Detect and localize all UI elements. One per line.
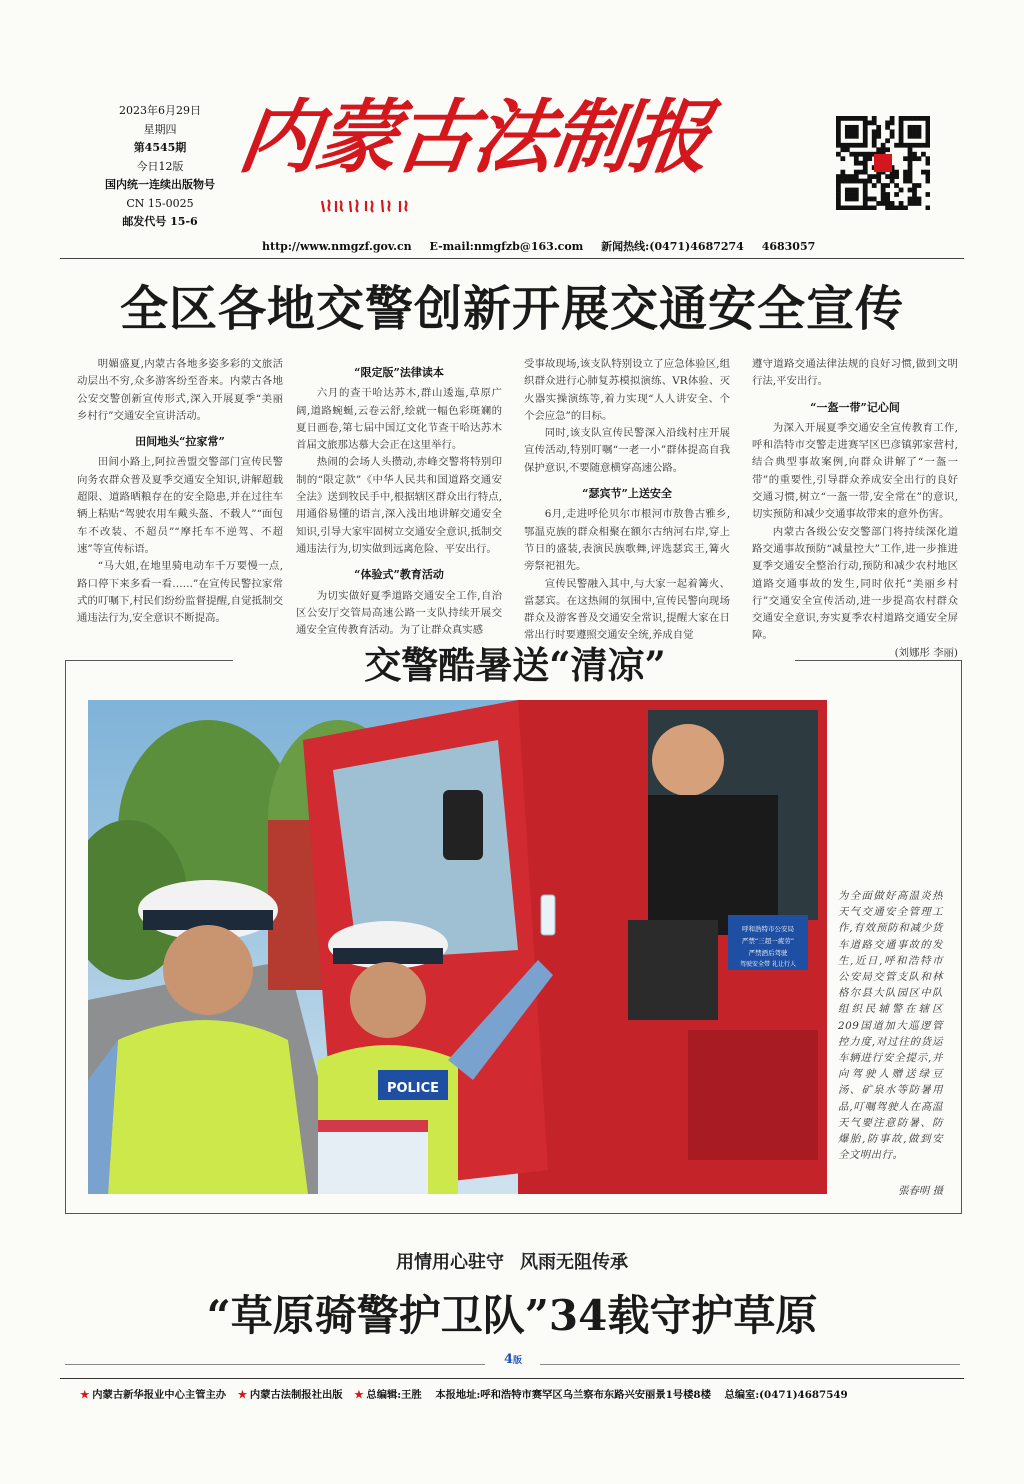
truck-sign-line-1: 呼和浩特市公安局 — [742, 925, 794, 933]
teaser-subhead — [60, 1248, 964, 1274]
issue-number: 第4545期 — [133, 141, 187, 154]
email-address[interactable]: E-mail:nmgfzb@163.com — [429, 240, 584, 253]
footer-sponsor: 内蒙古新华报业中心主管主办 — [92, 1389, 227, 1401]
section-subheading: “一盔一带”记心间 — [810, 400, 900, 414]
newspaper-logo — [233, 78, 820, 196]
photo-credit: 張春明 摄 — [898, 1185, 943, 1197]
hotline-number-1: (0471)4687274 — [649, 240, 744, 253]
star-icon: ★ — [354, 1389, 364, 1401]
qr-code[interactable] — [836, 116, 930, 210]
frame-top-left — [65, 660, 233, 661]
qr-code-icon — [836, 116, 930, 210]
newspaper-title: 内蒙古法制报 — [233, 90, 715, 184]
article-column-1 — [77, 356, 283, 627]
article-paragraph: 田间小路上,阿拉善盟交警部门宣传民警向务农群众普及夏季交通安全知识,讲解超载超限、道路晒粮存在的安全隐患,并在过往车辆上粘贴“驾驶农用车戴头盔、不载人”“面包车不改装、不超员”“摩托车不逆驾、不超速”等宣传标语。 — [77, 456, 283, 555]
teaser-title[interactable]: “草原骑警护卫队”34载守护草原 — [206, 1291, 818, 1340]
footer-divider — [60, 1378, 964, 1379]
page-label: 版 — [513, 1356, 523, 1366]
truck-sign-line-2: 严禁“三超一疲劳” — [741, 937, 795, 945]
section-subheading: “体验式”教育活动 — [354, 568, 444, 582]
page-reference[interactable] — [486, 1352, 540, 1367]
issue-info — [90, 102, 230, 232]
news-photo[interactable] — [88, 700, 827, 1194]
article-paragraph: “马大姐,在地里骑电动车千万要慢一点,路口停下来多看一看……”在宣传民警拉家常式的叮嘱下,村民们纷纷监督提醒,自觉抵制交通违法行为,安全意识不断提高。 — [77, 560, 283, 625]
website-link[interactable]: http://www.nmgzf.gov.cn — [262, 240, 412, 253]
article-column-4 — [752, 356, 958, 662]
edition-count: 今日12版 — [136, 159, 184, 173]
hotline-number-2: 4683057 — [761, 240, 816, 253]
article-paragraph: 热闹的会场人头攒动,赤峰交警将特别印制的“限定款”《中华人民共和国道路交通安全法》送到牧民手中,根据辖区群众出行特点,用通俗易懂的语言,深入浅出地讲解交通安全知识,引导大家牢固树立交通安全意识,抵制交通违法行为,切实做到远离危险、平安出行。 — [296, 456, 502, 555]
article-paragraph: 遵守道路交通法律法规的良好习惯,做到文明行法,平安出行。 — [752, 358, 958, 388]
section-subheading: “限定版”法律读本 — [354, 366, 444, 379]
article-paragraph: 6月,走进呼伦贝尔市根河市敖鲁古雅乡,鄂温克族的群众相聚在额尔古纳河右岸,穿上节日的盛装,表演民族歌舞,评选瑟宾王,篝火旁祭祀祖先。 — [524, 508, 730, 573]
mongolian-title — [318, 198, 418, 217]
byline: (刘娜彤 李丽) — [894, 646, 958, 659]
article-paragraph: 受事故现场,该支队特别设立了应急体验区,组织群众进行心肺复苏模拟演练、VR体验、灭火器实操演练等,着力实现“人人讲安全、个个会应急”的目标。 — [524, 358, 730, 422]
issue-weekday: 星期四 — [143, 122, 177, 136]
truck-sign-line-4: 驾驶安全带 礼让行人 — [740, 961, 796, 968]
footer — [72, 1386, 962, 1401]
footer-publisher: 内蒙古法制报社出版 — [249, 1389, 343, 1401]
police-truck-photo — [88, 700, 827, 1194]
page-number: 4 — [503, 1352, 514, 1367]
article-paragraph: 内蒙古各级公安交警部门将持续深化道路交通事故预防“减量控大”工作,进一步推进夏季交通安全整治行动,预防和减少农村地区道路交通事故的发生,同时依托“美丽乡村行”交通安全宣传活动,进一步提高农村群众交通安全意识,夯实夏季农村道路交通安全屏障。 — [752, 525, 958, 642]
lead-headline: 全区各地交警创新开展交通安全宣传 — [119, 281, 904, 337]
truck-sign-line-3: 严禁酒后驾驶 — [748, 949, 788, 957]
contact-bar — [262, 238, 829, 254]
mongolian-script-icon — [318, 198, 418, 214]
page-divider-right — [540, 1364, 960, 1365]
article-paragraph: 明媚盛夏,内蒙古各地多姿多彩的文旅活动层出不穷,众多游客纷至沓来。内蒙古各地公安交警创新宣传形式,深入开展夏季“美丽乡村行”交通安全宣讲活动。 — [77, 358, 283, 422]
article-paragraph: 六月的查干哈达苏木,群山逶迤,草原广阔,道路蜿蜒,云卷云舒,绘就一幅色彩斑斓的夏日画卷,第七届中国辽文化节查干哈达苏木首届文旅那达慕大会正在这里举行。 — [296, 387, 502, 452]
footer-phone: 总编室:(0471)4687549 — [724, 1389, 848, 1401]
footer-address: 本报地址:呼和浩特市赛罕区乌兰察布东路兴安丽景1号楼8楼 — [435, 1389, 711, 1401]
article-column-2 — [296, 356, 502, 639]
section-subheading: “瑟宾节”上送安全 — [582, 487, 672, 501]
teaser-subhead-2: 风雨无阻传承 — [520, 1252, 628, 1273]
article-paragraph: 同时,该支队宣传民警深入沿线村庄开展宣传活动,特别叮嘱“一老一小”群体提高自我保护意识,不要随意横穿高速公路。 — [524, 427, 730, 474]
postal-code: 邮发代号 15-6 — [122, 215, 198, 228]
article-paragraph: 为切实做好夏季道路交通安全工作,自治区公安厅交管局高速公路一支队持续开展交通安全宣传教育活动。为了让群众真实感 — [296, 589, 502, 637]
cn-number: CN 15-0025 — [126, 196, 194, 210]
issue-date: 2023年6月29日 — [119, 104, 201, 117]
footer-editor: 总编辑:王胜 — [366, 1389, 422, 1401]
star-icon: ★ — [237, 1389, 247, 1401]
article-paragraph: 宣传民警融入其中,与大家一起着篝火、當瑟宾。在这热闹的氛围中,宣传民警向现场群众及游客普及交通安全常识,提醒大家在日常出行时要遵照交通安全统,养成自觉 — [524, 577, 730, 642]
article-paragraph: 为深入开展夏季交通安全宣传教育工作,呼和浩特市交警走进赛罕区巴彦镇郭家营村,结合典型事故案例,向群众讲解了“一盔一带”的重要性,引导群众养成安全出行的良好交通习惯,树立“一盔一带,安全常在”的意识,切实预防和减少交通事故带来的意外伤害。 — [752, 421, 958, 521]
hotline-label: 新闻热线: — [601, 240, 650, 253]
photo-caption: 为全面做好高温炎热天气交通安全管理工作,有效预防和减少货车道路交通事故的发生,近日,呼和浩特市公安局交管支队和林格尔县大队园区中队组织民辅警在辖区209国道加大巡逻管控力度,对过往的货运车辆进行安全提示,并向驾驶人赠送绿豆汤、矿泉水等防暑用品,叮嘱驾驶人在高温天气要注意防暑、防爆胎,防事故,做到安全文明出行。 — [838, 890, 943, 1162]
masthead-divider — [60, 258, 964, 259]
frame-top-right — [795, 660, 962, 661]
photo-title: 交警酷暑送“清凉” — [364, 643, 666, 687]
page-divider-left — [65, 1364, 485, 1365]
police-vest-label: POLICE — [386, 1081, 440, 1096]
section-subheading: 田间地头“拉家常” — [135, 435, 225, 449]
article-column-3 — [524, 356, 730, 645]
teaser-subhead-1: 用情用心驻守 — [396, 1252, 504, 1273]
star-icon: ★ — [80, 1389, 90, 1401]
serial-label: 国内统一连续出版物号 — [105, 178, 215, 191]
